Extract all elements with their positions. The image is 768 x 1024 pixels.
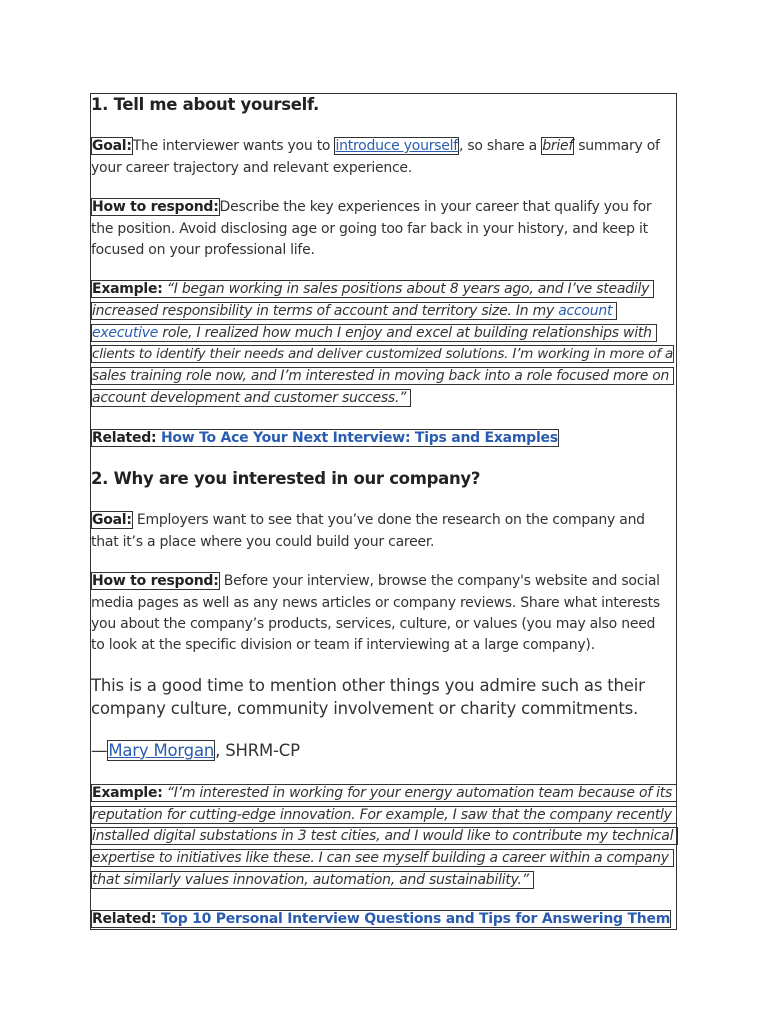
q1-example-line-5 [91,367,674,385]
q1-example-line-1 [91,280,654,298]
question-2-heading: 2. Why are you interested in our company? [91,469,481,488]
q1-example-text-3: role, I realized how much I enjoy and excel at building relationships with [158,325,652,341]
q2-example-label: Example: [92,785,163,801]
q1-goal-text: The interviewer wants you to [132,138,335,154]
q2-how-label: How to respond: [92,573,219,589]
q2-example-text-4: expertise to initiatives like these. I can see myself building a career within a company [92,850,669,866]
q2-how-line-2: media pages as well as any news articles or company reviews. Share what interests [91,595,660,611]
account-executive-link-cont[interactable]: executive [92,325,159,341]
q2-example-line-3 [91,827,678,845]
q1-goal-text-end: summary of [574,138,660,154]
q1-related-line [91,429,559,447]
q1-example-text-6: account development and customer success.” [92,390,407,406]
q2-example-line-5 [91,871,534,889]
q2-related-link[interactable]: Top 10 Personal Interview Questions and Tips for Answering Them [156,911,671,927]
q1-goal-label: Goal: [92,138,132,154]
q1-example-line-3 [91,324,657,342]
q1-example-line-2 [91,302,617,320]
q1-goal-line-2: your career trajectory and relevant experience. [91,160,412,176]
q2-related-line [91,910,671,928]
q2-example-text-2: reputation for cutting-edge innovation. For example, I saw that the company recently [92,807,672,823]
q2-example-line-2 [91,806,677,824]
q2-how-line-4: to look at the specific division or team if interviewing at a large company). [91,637,595,653]
q2-goal-text: Employers want to see that you’ve done the research on the company and [132,512,645,528]
q1-goal-line [91,137,660,155]
mary-morgan-link[interactable]: Mary Morgan [108,741,215,760]
q2-goal-label: Goal: [92,512,132,528]
q1-how-line [91,198,651,216]
q1-example-text-1: “I began working in sales positions about 8 years ago, and I’ve steadily [166,281,650,297]
question-1-heading: 1. Tell me about yourself. [91,95,319,114]
introduce-yourself-link[interactable]: introduce yourself [335,138,458,154]
q1-example-label: Example: [92,281,163,297]
q1-related-link[interactable]: How To Ace Your Next Interview: Tips and Examples [156,430,558,446]
q2-goal-line [91,511,645,529]
q1-goal-italic: brief [542,138,574,154]
q1-how-text: Describe the key experiences in your career that qualify you for [219,199,652,215]
quote-attribution [91,740,300,762]
q1-example-text-4: clients to identify their needs and deliver customized solutions. I’m working in more of a [92,346,673,362]
q2-how-line [91,572,660,590]
q1-example-line-6 [91,389,411,407]
q1-how-line-2: the position. Avoid disclosing age or going too far back in your history, and keep it [91,221,648,237]
q1-how-label: How to respond: [92,199,219,215]
q2-how-line-3: you about the company’s products, services, culture, or values (you may also need [91,616,656,632]
attribution-credential: , SHRM-CP [215,741,300,760]
q2-example-text-3: installed digital substations in 3 test cities, and I would like to contribute my technical [92,828,674,844]
q2-example-text-5: that similarly values innovation, automation, and sustainability.” [92,872,529,888]
q1-related-label: Related: [92,430,157,446]
q1-goal-text-mid: , so share a [458,138,542,154]
q2-example-text-1: “I’m interested in working for your energy automation team because of its [162,785,673,801]
q2-example-line-1 [91,784,677,802]
q1-example-line-4 [91,345,674,363]
pull-quote-line-1: This is a good time to mention other things you admire such as their [91,676,645,695]
q1-example-text-2: increased responsibility in terms of account and territory size. In my [92,303,559,319]
q1-example-text-5: sales training role now, and I’m interested in moving back into a role focused more on [92,368,670,384]
account-executive-link[interactable]: account [558,303,613,319]
q2-goal-line-2: that it’s a place where you could build your career. [91,534,435,550]
q1-how-line-3: focused on your professional life. [91,242,315,258]
q2-related-label: Related: [92,911,157,927]
pull-quote-line-2: company culture, community involvement or charity commitments. [91,699,639,718]
attribution-dash: — [91,741,108,760]
q2-example-line-4 [91,849,674,867]
q2-how-text: Before your interview, browse the company's website and social [219,573,660,589]
